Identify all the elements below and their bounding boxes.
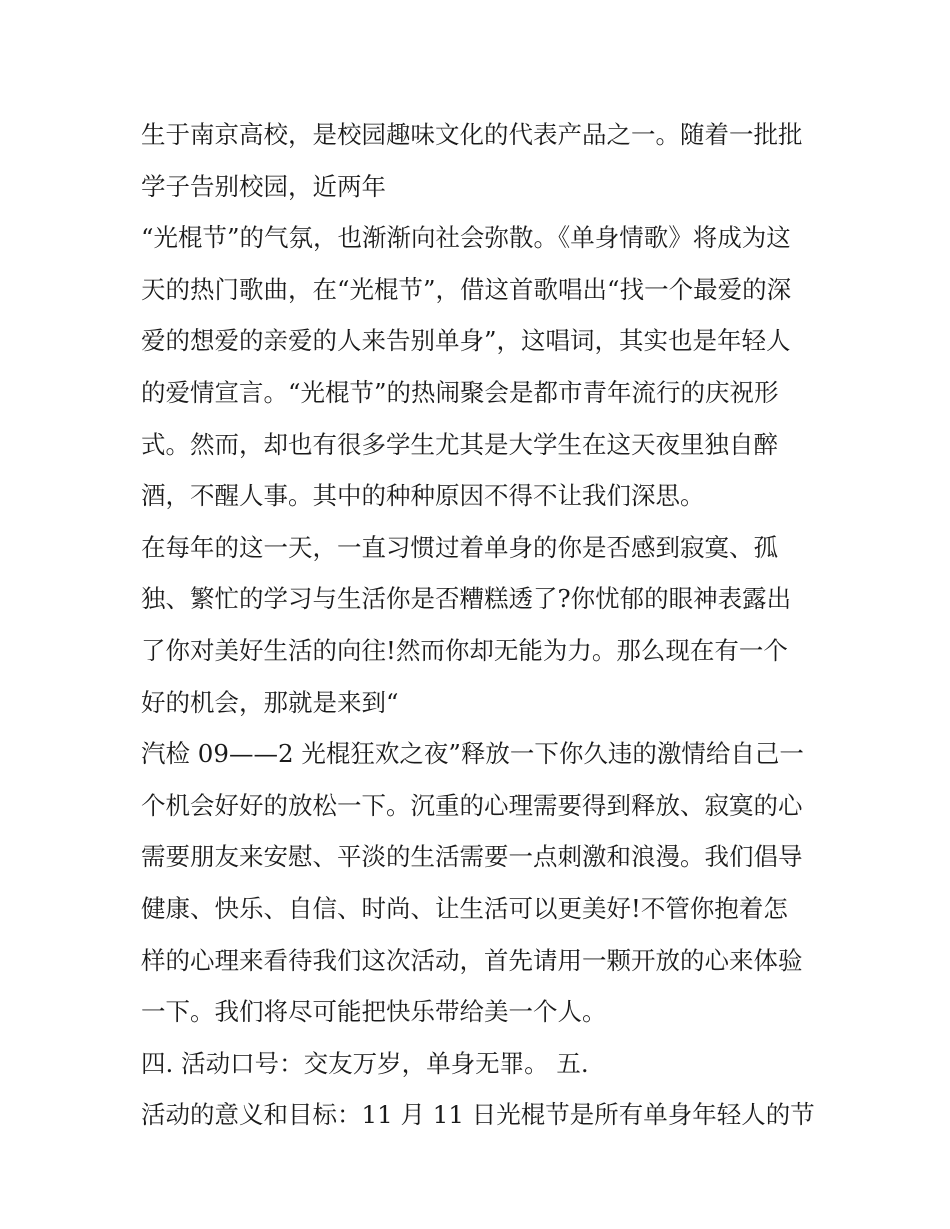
text-line: 一下。我们将尽可能把快乐带给美一个人。 <box>141 997 607 1027</box>
text-line: 活动的意义和目标：11 月 11 日光棍节是所有单身年轻人的节 <box>141 1100 815 1130</box>
text-line: 健康、快乐、自信、时尚、让生活可以更美好!不管你抱着怎 <box>141 893 788 923</box>
text-line: 生于南京高校，是校园趣味文化的代表产品之一。随着一批批 <box>141 120 803 149</box>
text-line: 个机会好好的放松一下。沉重的心理需要得到释放、寂寞的心 <box>141 790 803 820</box>
text-line: 学子告别校园，近两年 <box>141 171 386 201</box>
text-line: 爱的想爱的亲爱的人来告别单身”，这唱词，其实也是年轻人 <box>141 326 791 356</box>
text-line: 的爱情宣言。“光棍节”的热闹聚会是都市青年流行的庆祝形 <box>141 377 779 407</box>
text-line: 好的机会，那就是来到“ <box>141 687 399 717</box>
section-heading-line: 四. 活动口号：交友万岁，单身无罪。 五. <box>141 1048 589 1078</box>
text-line: 酒，不醒人事。其中的种种原因不得不让我们深思。 <box>141 481 705 511</box>
text-line: 汽检 09——2 光棍狂欢之夜”释放一下你久违的激情给自己一 <box>141 739 804 769</box>
text-line: 需要朋友来安慰、平淡的生活需要一点刺激和浪漫。我们倡导 <box>141 842 803 872</box>
text-line: 样的心理来看待我们这次活动，首先请用一颗开放的心来体验 <box>141 945 803 975</box>
text-line: 在每年的这一天，一直习惯过着单身的你是否感到寂寞、孤 <box>141 532 778 562</box>
text-line: “光棍节”的气氛，也渐渐向社会弥散。《单身情歌》将成为这 <box>141 223 791 253</box>
text-line: 式。然而，却也有很多学生尤其是大学生在这天夜里独自醉 <box>141 429 778 459</box>
text-line: 独、繁忙的学习与生活你是否糟糕透了?你忧郁的眼神表露出 <box>141 584 792 614</box>
text-line: 天的热门歌曲，在“光棍节”，借这首歌唱出“找一个最爱的深 <box>141 274 792 304</box>
text-line: 了你对美好生活的向往!然而你却无能为力。那么现在有一个 <box>141 635 788 665</box>
document-body <box>141 109 821 1141</box>
